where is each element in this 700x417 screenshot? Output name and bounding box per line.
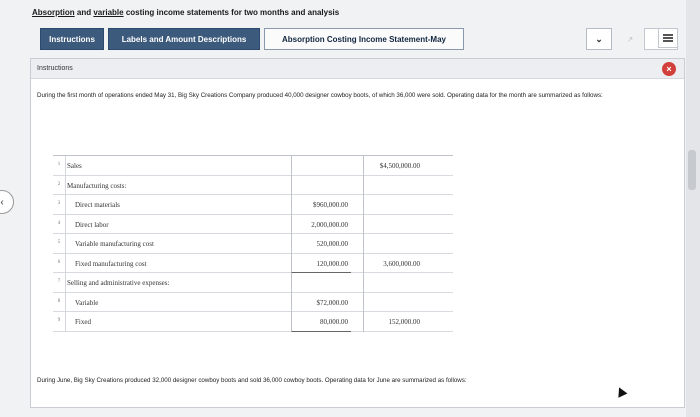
amount-cell-1: 520,000.00 xyxy=(291,234,351,254)
amount-cell-1: 2,000,000.00 xyxy=(291,215,351,235)
title-text: and xyxy=(74,8,94,17)
page-title xyxy=(32,8,339,17)
amount-cell-1: $72,000.00 xyxy=(291,293,351,313)
operating-data-table xyxy=(53,155,453,332)
table-row xyxy=(53,234,453,254)
row-label: Variable manufacturing cost xyxy=(75,240,154,248)
amount-cell-2 xyxy=(363,273,423,293)
row-number: 3 xyxy=(57,201,61,206)
menu-icon[interactable] xyxy=(658,28,678,48)
row-label: Selling and administrative expenses: xyxy=(67,279,170,287)
table-row xyxy=(53,176,453,196)
close-icon[interactable]: × xyxy=(662,62,676,76)
row-label: Variable xyxy=(75,298,99,307)
scrollbar-thumb[interactable] xyxy=(688,150,696,190)
row-number: 7 xyxy=(57,279,61,284)
table-row xyxy=(53,215,453,235)
table-row xyxy=(53,254,453,274)
amount-cell-2: $4,500,000.00 xyxy=(363,156,423,176)
row-label: Fixed xyxy=(75,318,91,326)
table-row xyxy=(53,312,453,332)
intro-text: During the first month of operations ended May 31, Big Sky Creations Company produced 40,000 designer cowboy boots, of which 36,000 were sold. Operating data for the month are summarized as follows: xyxy=(37,92,603,99)
panel-title: Instructions xyxy=(31,59,684,79)
previous-arrow-icon[interactable]: ‹ xyxy=(0,190,14,214)
table-row xyxy=(53,156,453,176)
table-row xyxy=(53,293,453,313)
amount-cell-2 xyxy=(363,195,423,215)
june-text: During June, Big Sky Creations produced 32,000 designer cowboy boots and sold 36,000 cowboy boots. Operating data for June are summarized as follows: xyxy=(37,377,467,384)
title-text-rest: costing income statements for two months and analysis xyxy=(123,8,340,17)
table-row xyxy=(53,273,453,293)
tab-instructions[interactable]: Instructions xyxy=(40,28,104,50)
amount-cell-2 xyxy=(363,176,423,196)
amount-cell-1: $960,000.00 xyxy=(291,195,351,215)
row-number: 6 xyxy=(57,259,61,265)
row-number: 5 xyxy=(57,240,61,245)
amount-cell-1 xyxy=(291,273,351,293)
tab-absorption-costing-may[interactable]: Absorption Costing Income Statement-May xyxy=(264,28,464,50)
title-link-absorption[interactable]: Absorption xyxy=(32,8,75,17)
pointer-hint-icon: ↗ xyxy=(626,34,634,44)
tab-labels-amount-descriptions[interactable]: Labels and Amount Descriptions xyxy=(108,28,260,50)
row-label: Direct materials xyxy=(75,201,120,209)
title-link-variable[interactable]: variable xyxy=(93,8,124,17)
amount-cell-2 xyxy=(363,293,423,313)
instructions-panel xyxy=(30,58,685,408)
row-number: 9 xyxy=(57,318,61,323)
amount-cell-2: 3,600,000.00 xyxy=(363,254,423,274)
row-number: 2 xyxy=(57,181,61,187)
row-label: Fixed manufacturing cost xyxy=(75,259,147,268)
amount-cell-1 xyxy=(291,176,351,196)
amount-cell-1: 80,000.00 xyxy=(291,312,351,332)
amount-cell-1: 120,000.00 xyxy=(291,254,351,274)
chevron-down-icon[interactable]: ⌄ xyxy=(586,28,612,50)
tab-bar xyxy=(40,28,680,50)
amount-cell-2 xyxy=(363,215,423,235)
amount-cell-1 xyxy=(291,156,351,176)
scrollbar-track[interactable] xyxy=(686,0,700,417)
row-label: Direct labor xyxy=(75,220,109,229)
mouse-pointer-icon xyxy=(615,385,628,397)
amount-cell-2 xyxy=(363,234,423,254)
row-number: 1 xyxy=(57,162,61,167)
table-row xyxy=(53,195,453,215)
row-label: Sales xyxy=(67,162,82,170)
row-number: 8 xyxy=(57,298,61,304)
row-number: 4 xyxy=(57,220,61,226)
table-divider xyxy=(65,156,66,332)
row-label: Manufacturing costs: xyxy=(67,181,127,190)
amount-cell-2: 152,000.00 xyxy=(363,312,423,332)
